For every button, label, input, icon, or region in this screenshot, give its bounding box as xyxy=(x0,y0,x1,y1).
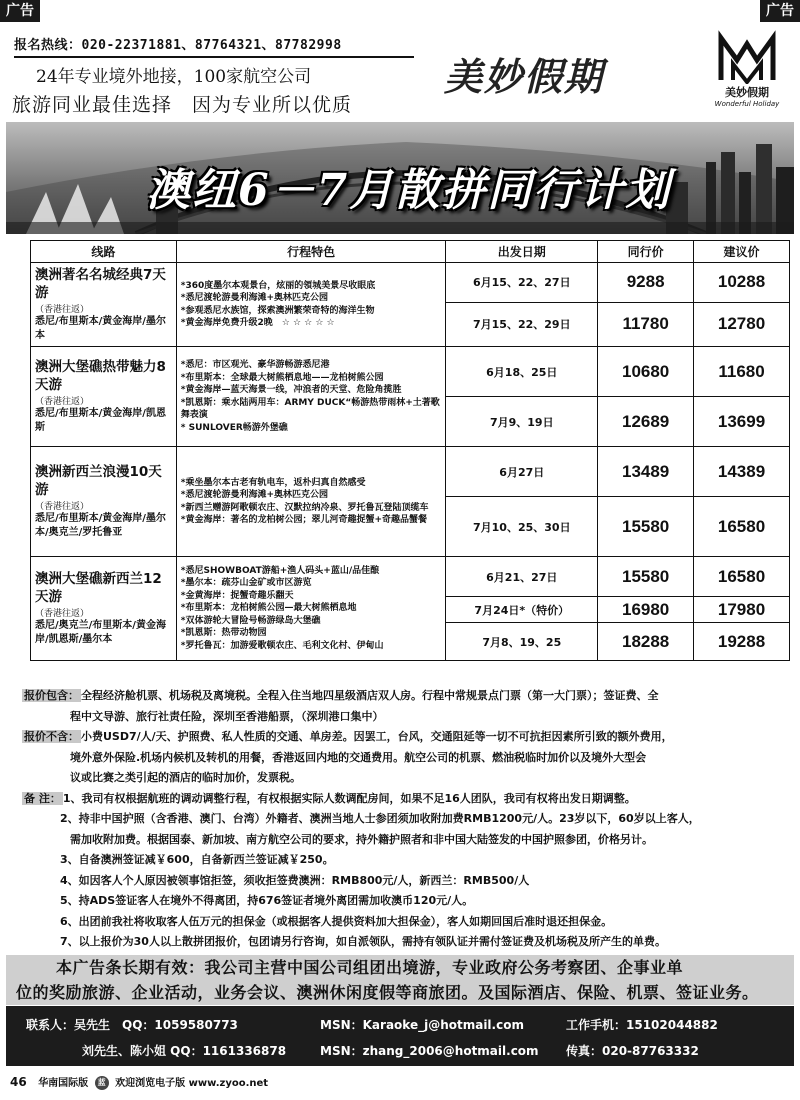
feature-line: *布里斯本：全球最大树熊栖息地——龙柏树熊公园 xyxy=(180,372,384,383)
feature-line: *乘坐墨尔本古老有轨电车，返朴归真自然感受 xyxy=(180,477,366,488)
exclude-label: 报价不含： xyxy=(24,730,79,743)
contact-msn-1[interactable]: MSN：Karaoke_j@hotmail.com xyxy=(320,1018,524,1032)
brand-name: 美妙假期 xyxy=(444,54,605,99)
include-line xyxy=(22,686,792,707)
logo-text-en: Wonderful Holiday xyxy=(714,100,780,108)
contact-1: 联系人：吴先生 QQ：1059580773 xyxy=(26,1018,238,1032)
feature-line: *新西兰赠游阿歌顿农庄、汉默拉纳冷泉、罗托鲁瓦登陆顶缆车 xyxy=(180,502,429,513)
route-path: 悉尼/布里斯本/黄金海岸/凯恩斯 xyxy=(35,408,166,433)
route-name: 澳洲新西兰浪漫10天游 xyxy=(35,464,162,498)
retail-price: 12780 xyxy=(694,302,790,346)
feature-line: *黄金海岸：著名的龙柏树公园；翠儿河奇趣捉蟹+奇趣品蟹餐 xyxy=(180,515,428,525)
departure-date: 6月18、25日 xyxy=(446,347,598,397)
route-name: 澳洲大堡礁热带魅力8天游 xyxy=(35,359,166,393)
exclude-text: 小费USD7/人/天、护照费、私人性质的交通、单房差。因罢工，台风，交通阻延等一切不可抗拒因素所引致的额外费用， xyxy=(81,730,673,743)
notes-section xyxy=(22,686,792,953)
table-row xyxy=(31,557,790,597)
feature-line: *悉尼渡轮游曼利海滩+奥林匹克公园 xyxy=(180,293,329,303)
contact-fax: 传真：020-87763332 xyxy=(566,1044,699,1058)
trade-price: 12689 xyxy=(598,397,694,447)
trade-price: 18288 xyxy=(598,623,694,661)
route-name: 澳洲大堡礁新西兰12天游 xyxy=(35,571,162,605)
departure-date: 6月21、27日 xyxy=(446,557,598,597)
hotline: 报名热线：020-22371881、87764321、87782998 xyxy=(14,38,342,53)
departure-date: 7月9、19日 xyxy=(446,397,598,447)
departure-date: 7月15、22、29日 xyxy=(446,302,598,346)
logo-m-icon xyxy=(717,30,777,84)
slogan-2: 旅游同业最佳选择 因为专业所以优质 xyxy=(12,94,353,116)
column-header: 行程特色 xyxy=(176,241,446,263)
route-cell xyxy=(31,263,177,347)
banner-title: 澳纽6－7月散拼同行计划 xyxy=(146,165,672,216)
exclude-line-3: 议或比赛之类引起的酒店的临时加价，发票税。 xyxy=(70,771,301,784)
slogan-1: 24年专业境外地接，100家航空公司 xyxy=(36,67,312,87)
feature-line: *悉尼：市区观光、豪华游畅游悉尼港 xyxy=(180,360,330,370)
contact-mobile: 工作手机：15102044882 xyxy=(566,1018,718,1032)
contact-msn-2[interactable]: MSN：zhang_2006@hotmail.com xyxy=(320,1044,539,1058)
feature-line: *凯恩斯：热带动物园 xyxy=(180,628,267,639)
remark-line xyxy=(22,789,792,810)
trade-price: 11780 xyxy=(598,302,694,346)
page-footer xyxy=(10,1074,790,1090)
departure-date: 6月27日 xyxy=(446,447,598,497)
departure-date: 6月15、22、27日 xyxy=(446,263,598,303)
route-note: （香港往返） xyxy=(35,397,90,407)
trade-price: 13489 xyxy=(598,447,694,497)
feature-line: *悉尼SHOWBOAT游船+渔人码头+蓝山/品佳酿 xyxy=(180,565,380,576)
route-path: 悉尼/奥克兰/布里斯本/黄金海岸/凯恩斯/墨尔本 xyxy=(35,620,166,645)
remark-label: 备 注： xyxy=(24,791,61,805)
feature-cell xyxy=(176,557,446,661)
remark-item: 5、持ADS签证客人在境外不得离团，持676签证者境外离团需加收澳币120元/人。 xyxy=(60,894,474,907)
remark-item: 1、我司有权根据航班的调动调整行程，有权根据实际人数调配房间，如果不足16人团队，我司有权将出发日期调整。 xyxy=(62,791,636,805)
feature-cell xyxy=(176,263,446,347)
route-note: （香港往返） xyxy=(35,609,90,619)
retail-price: 19288 xyxy=(694,623,790,661)
zy-logo-icon: 蓝 xyxy=(95,1076,109,1090)
remark-item: 需加收附加费。根据国泰、新加坡、南方航空公司的要求，持外籍护照者和非中国大陆签发的中国护照参团，价格另计。 xyxy=(70,832,653,846)
ad-tag-left: 广告 xyxy=(0,0,40,22)
publication-name: 华南国际版 xyxy=(38,1078,89,1089)
website-link[interactable]: 欢迎浏览电子版 www.zyoo.net xyxy=(115,1078,269,1089)
itinerary-table xyxy=(30,240,790,661)
feature-line: * SUNLOVER畅游外堡礁 xyxy=(180,422,288,433)
departure-date: 7月24日*（特价） xyxy=(446,597,598,623)
remark-item: 4、如因客人个人原因被领事馆拒签，须收拒签费澳洲：RMB800元/人，新西兰：RMB500/人 xyxy=(60,873,530,887)
route-note: （香港往返） xyxy=(35,502,90,512)
departure-date: 7月10、25、30日 xyxy=(446,497,598,557)
route-cell xyxy=(31,347,177,447)
route-path: 悉尼/布里斯本/黄金海岸/墨尔本 xyxy=(35,316,166,341)
trade-price: 16980 xyxy=(598,597,694,623)
column-header: 同行价 xyxy=(598,241,694,263)
retail-price: 13699 xyxy=(694,397,790,447)
feature-line: *黄金海岸免费升级2晚 ☆ ☆ ☆ ☆ ☆ xyxy=(180,318,335,328)
long-term-ad-box xyxy=(6,955,794,1005)
column-header: 线路 xyxy=(31,241,177,263)
include-line-2: 程中文导游、旅行社责任险，深圳至香港船票，（深圳港口集中） xyxy=(70,709,384,723)
trade-price: 10680 xyxy=(598,347,694,397)
logo-text-cn: 美妙假期 xyxy=(725,86,769,99)
trade-price: 15580 xyxy=(598,557,694,597)
feature-cell xyxy=(176,347,446,447)
divider xyxy=(14,56,414,58)
feature-line: *黄金海岸—蓝天海景一线，冲浪者的天堂、危险角揽胜 xyxy=(180,385,402,395)
feature-line: *墨尔本：疏芬山金矿或市区游览 xyxy=(180,578,312,589)
long-term-line-2: 位的奖励旅游、企业活动，业务会议、澳洲休闲度假等商旅团。及国际酒店、保险、机票、签证业务。 xyxy=(16,983,759,1002)
feature-line: *金黄海岸：捉蟹奇趣乐翻天 xyxy=(180,590,294,601)
long-term-line-1: 本广告条长期有效：我公司主营中国公司组团出境游，专业政府公务考察团、企事业单 xyxy=(56,958,684,977)
table-row xyxy=(31,447,790,497)
route-path: 悉尼/布里斯本/黄金海岸/墨尔本/奥克兰/罗托鲁亚 xyxy=(35,513,166,538)
include-text: 全程经济舱机票、机场税及离境税。全程入住当地四星级酒店双人房。行程中常规景点门票（第一大门票）；签证费、全 xyxy=(81,689,659,702)
feature-line: *布里斯本：龙柏树熊公园—最大树熊栖息地 xyxy=(180,603,357,614)
route-name: 澳洲著名名城经典7天游 xyxy=(35,267,166,301)
feature-cell xyxy=(176,447,446,557)
departure-date: 7月8、19、25 xyxy=(446,623,598,661)
brand-logo xyxy=(710,30,784,116)
header xyxy=(6,26,794,122)
retail-price: 16580 xyxy=(694,557,790,597)
feature-line: *罗托鲁瓦：加游爱歌顿农庄、毛利文化村、伊甸山 xyxy=(180,640,384,651)
contact-bar xyxy=(6,1006,794,1066)
column-header: 建议价 xyxy=(694,241,790,263)
feature-line: *悉尼渡轮游曼利海滩+奥林匹克公园 xyxy=(180,490,329,500)
include-label: 报价包含： xyxy=(24,689,79,702)
exclude-line-2: 境外意外保险.机场内候机及转机的用餐，香港返回内地的交通费用。航空公司的机票、燃油税临时加价以及境外大型会 xyxy=(70,750,647,764)
column-header: 出发日期 xyxy=(446,241,598,263)
page-number: 46 xyxy=(10,1075,27,1089)
remark-item: 2、持非中国护照（含香港、澳门、台湾）外籍者、澳洲当地人士参团须加收附加费RMB1200元/人。23岁以下，60岁以上客人， xyxy=(60,812,700,825)
retail-price: 10288 xyxy=(694,263,790,303)
feature-line: *双体游轮大冒险号畅游绿岛大堡礁 xyxy=(180,615,321,626)
contact-2: 刘先生、陈小姐 QQ：1161336878 xyxy=(82,1044,287,1058)
route-cell xyxy=(31,557,177,661)
banner xyxy=(6,122,794,234)
feature-line: *参观悉尼水族馆，探索澳洲繁荣奇特的海洋生物 xyxy=(180,305,375,316)
table-row xyxy=(31,263,790,303)
ad-tag-right: 广告 xyxy=(760,0,800,22)
remark-item: 7、以上报价为30人以上散拼团报价，包团请另行咨询，如自派领队，需持有领队证并需付签证费及机场税及所产生的单费。 xyxy=(60,935,666,948)
exclude-line xyxy=(22,727,792,748)
trade-price: 15580 xyxy=(598,497,694,557)
retail-price: 14389 xyxy=(694,447,790,497)
table-header-row xyxy=(31,241,790,263)
route-cell xyxy=(31,447,177,557)
route-note: （香港往返） xyxy=(35,305,90,315)
feature-line: *360度墨尔本观景台，炫丽的領城美景尽收眼底 xyxy=(180,280,376,291)
trade-price: 9288 xyxy=(598,263,694,303)
retail-price: 11680 xyxy=(694,347,790,397)
retail-price: 16580 xyxy=(694,497,790,557)
remark-item: 6、出团前我社将收取客人伍万元的担保金（或根据客人提供资料加大担保金），客人如期回国后准时退还担保金。 xyxy=(60,914,613,928)
table-row xyxy=(31,347,790,397)
remark-item: 3、自备澳洲签证减￥600，自备新西兰签证减￥250。 xyxy=(60,853,334,866)
feature-line: *凯恩斯：乘水陆两用车：ARMY DUCK“畅游热带雨林+土著歌舞表演 xyxy=(180,397,440,420)
retail-price: 17980 xyxy=(694,597,790,623)
